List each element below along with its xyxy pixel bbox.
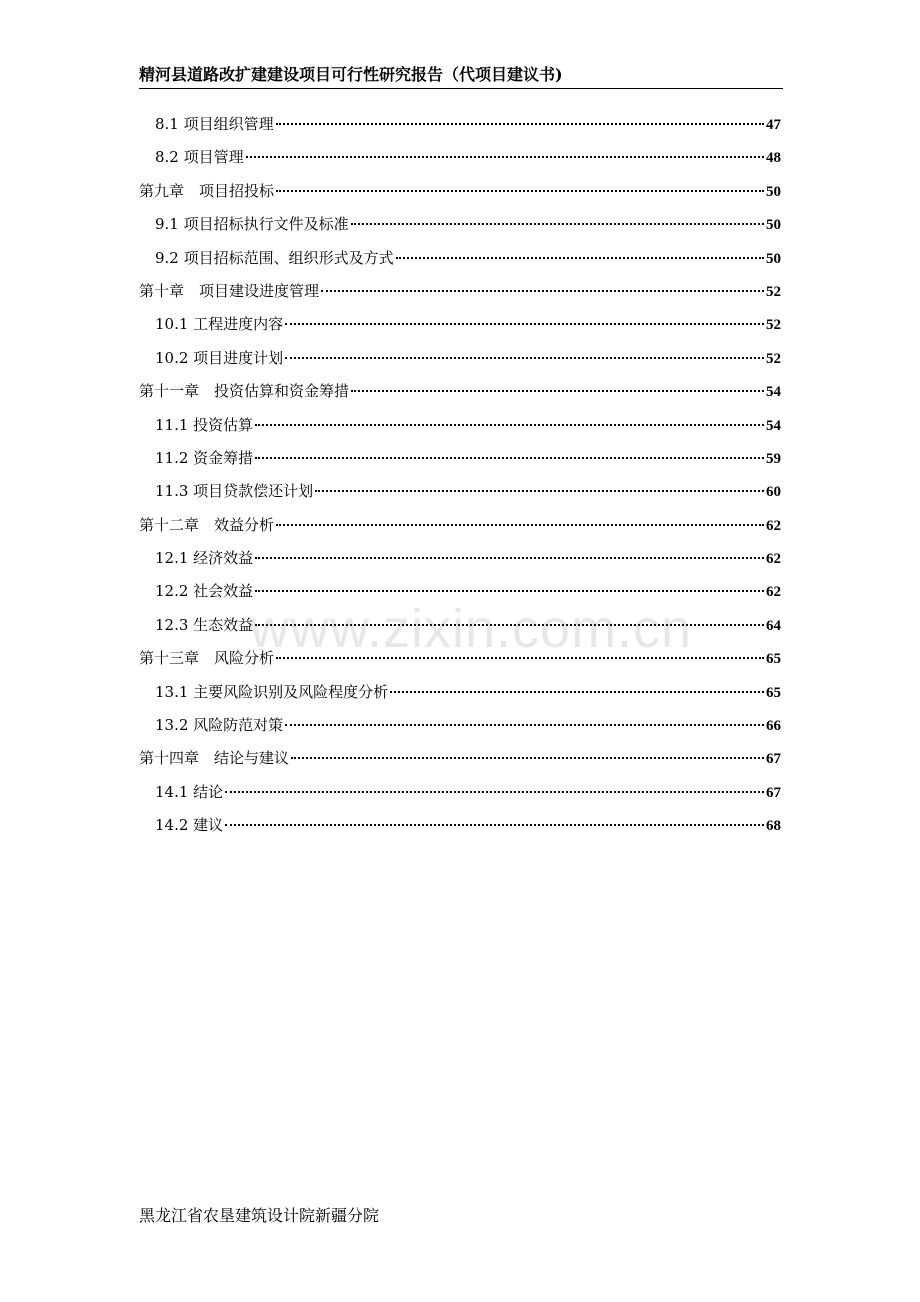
toc-dot-leader (315, 490, 764, 492)
toc-entry[interactable] (139, 113, 781, 146)
toc-entry[interactable] (139, 681, 781, 714)
toc-entry-page-number: 50 (766, 217, 781, 234)
toc-entry-label: 10.2 项目进度计划 (155, 348, 284, 367)
page-footer-organization: 黑龙江省农垦建筑设计院新疆分院 (139, 1206, 380, 1225)
toc-dot-leader (255, 457, 764, 459)
toc-entry[interactable] (139, 280, 781, 313)
toc-entry-page-number: 65 (766, 651, 781, 668)
toc-dot-leader (291, 757, 764, 759)
toc-dot-leader (255, 624, 764, 626)
toc-dot-leader (396, 257, 764, 259)
toc-entry-label: 第十四章 结论与建议 (139, 749, 290, 768)
toc-entry-label: 11.2 资金筹措 (155, 448, 254, 467)
toc-dot-leader (225, 791, 764, 793)
toc-dot-leader (321, 290, 764, 292)
toc-entry-page-number: 65 (766, 684, 781, 701)
toc-entry-label: 13.2 风险防范对策 (155, 716, 284, 735)
toc-entry-page-number: 52 (766, 317, 781, 334)
toc-entry[interactable] (139, 480, 781, 513)
toc-entry[interactable] (139, 781, 781, 814)
toc-dot-leader (225, 824, 764, 826)
toc-entry-page-number: 64 (766, 617, 781, 634)
toc-entry-label: 11.3 项目贷款偿还计划 (155, 482, 314, 501)
toc-entry-label: 10.1 工程进度内容 (155, 315, 284, 334)
toc-entry[interactable] (139, 580, 781, 613)
toc-entry-page-number: 60 (766, 484, 781, 501)
toc-entry-label: 14.2 建议 (155, 816, 224, 835)
toc-dot-leader (351, 223, 764, 225)
toc-entry-label: 第十二章 效益分析 (139, 515, 275, 534)
toc-entry[interactable] (139, 180, 781, 213)
toc-entry-page-number: 66 (766, 718, 781, 735)
toc-entry[interactable] (139, 447, 781, 480)
header-divider (139, 88, 783, 89)
toc-entry-label: 8.2 项目管理 (155, 148, 244, 167)
toc-entry-page-number: 62 (766, 584, 781, 601)
toc-dot-leader (246, 156, 764, 158)
toc-dot-leader (255, 557, 764, 559)
toc-entry-label: 13.1 主要风险识别及风险程度分析 (155, 682, 389, 701)
toc-dot-leader (276, 524, 764, 526)
toc-entry-page-number: 48 (766, 150, 781, 167)
table-of-contents (139, 113, 781, 848)
toc-entry-page-number: 50 (766, 183, 781, 200)
toc-entry[interactable] (139, 814, 781, 847)
toc-entry-label: 第十章 项目建设进度管理 (139, 281, 320, 300)
toc-entry[interactable] (139, 313, 781, 346)
toc-entry-label: 12.1 经济效益 (155, 549, 254, 568)
toc-entry-label: 9.2 项目招标范围、组织形式及方式 (155, 248, 394, 267)
toc-entry-page-number: 67 (766, 751, 781, 768)
toc-entry-page-number: 52 (766, 283, 781, 300)
toc-dot-leader (276, 123, 764, 125)
toc-dot-leader (285, 357, 764, 359)
toc-dot-leader (285, 724, 764, 726)
toc-entry[interactable] (139, 414, 781, 447)
toc-entry[interactable] (139, 380, 781, 413)
toc-entry-label: 12.2 社会效益 (155, 582, 254, 601)
toc-entry[interactable] (139, 614, 781, 647)
toc-entry-label: 12.3 生态效益 (155, 615, 254, 634)
toc-entry-page-number: 50 (766, 250, 781, 267)
toc-entry[interactable] (139, 547, 781, 580)
toc-entry[interactable] (139, 747, 781, 780)
toc-entry-page-number: 52 (766, 350, 781, 367)
toc-entry-page-number: 47 (766, 117, 781, 133)
toc-entry[interactable] (139, 714, 781, 747)
toc-entry-page-number: 68 (766, 818, 781, 835)
toc-dot-leader (255, 424, 764, 426)
page-header-title: 精河县道路改扩建建设项目可行性研究报告（代项目建议书) (139, 65, 563, 84)
toc-entry-label: 8.1 项目组织管理 (155, 115, 274, 133)
toc-dot-leader (351, 390, 764, 392)
toc-entry-label: 14.1 结论 (155, 782, 224, 801)
toc-entry-label: 第十三章 风险分析 (139, 649, 275, 668)
toc-entry[interactable] (139, 347, 781, 380)
toc-entry[interactable] (139, 247, 781, 280)
toc-entry-page-number: 67 (766, 784, 781, 801)
toc-entry[interactable] (139, 514, 781, 547)
toc-entry-page-number: 54 (766, 384, 781, 401)
toc-entry-page-number: 62 (766, 517, 781, 534)
toc-dot-leader (276, 657, 764, 659)
toc-entry[interactable] (139, 146, 781, 179)
watermark: www.zixin.com.cn (250, 599, 693, 659)
toc-dot-leader (390, 691, 764, 693)
toc-dot-leader (285, 323, 764, 325)
toc-entry-label: 第十一章 投资估算和资金筹措 (139, 382, 350, 401)
toc-entry-page-number: 59 (766, 450, 781, 467)
toc-entry-page-number: 62 (766, 551, 781, 568)
toc-dot-leader (255, 590, 764, 592)
toc-entry-label: 第九章 项目招投标 (139, 181, 275, 200)
toc-entry-label: 11.1 投资估算 (155, 415, 254, 434)
toc-entry[interactable] (139, 213, 781, 246)
toc-entry-page-number: 54 (766, 417, 781, 434)
toc-entry-label: 9.1 项目招标执行文件及标准 (155, 215, 349, 234)
toc-entry[interactable] (139, 647, 781, 680)
toc-dot-leader (276, 190, 764, 192)
